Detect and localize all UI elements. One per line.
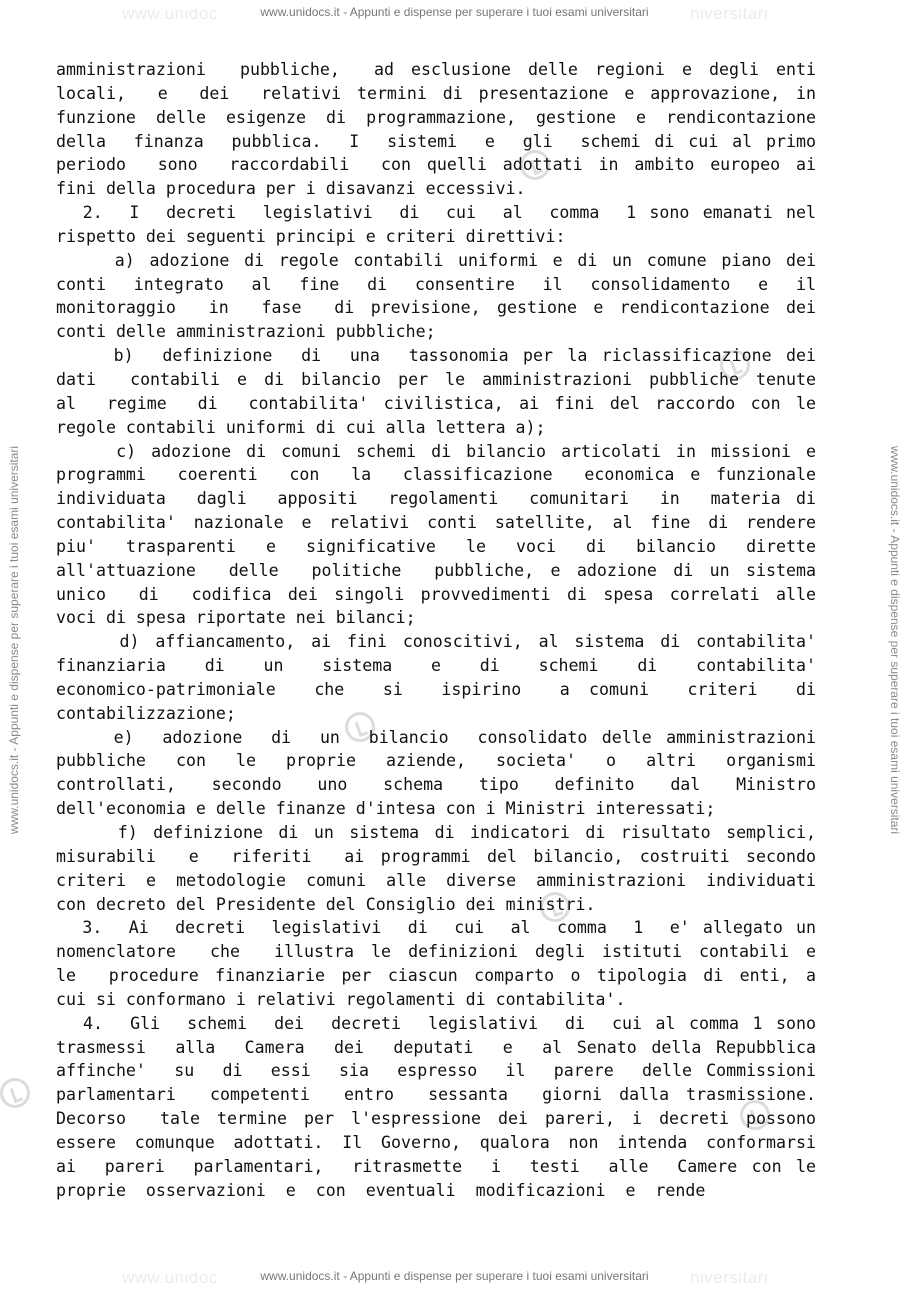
paragraph	[56, 440, 816, 631]
footer-ghost-left: www.unidoc	[122, 1268, 218, 1287]
text-line: periodo sono raccordabili con quelli adottati in ambito europeo ai	[56, 155, 816, 175]
paragraph	[56, 58, 816, 201]
text-line: criteri e metodologie comuni alle diverse amministrazioni individuati	[56, 870, 816, 890]
footer-link[interactable]: www.unidocs.it - Appunti e dispense per superare i tuoi esami universitari	[260, 1269, 649, 1283]
text-line: regole contabili uniformi di cui alla lettera a);	[56, 417, 546, 437]
text-line: al regime di contabilita' civilistica, ai fini del raccordo con le	[56, 393, 816, 413]
text-line: con decreto del Presidente del Consiglio dei ministri.	[56, 894, 596, 914]
text-line: nomenclatore che illustra le definizioni degli istituti contabili e	[56, 942, 816, 962]
text-line: amministrazioni pubbliche, ad esclusione delle regioni e degli enti	[56, 60, 816, 79]
text-line: pubbliche con le proprie aziende, societa' o altri organismi	[56, 751, 816, 771]
text-line: parlamentari competenti entro sessanta giorni dalla trasmissione.	[56, 1085, 816, 1105]
text-line: all'attuazione delle politiche pubbliche, e adozione di un sistema	[56, 560, 816, 580]
text-line: rispetto dei seguenti principi e criteri direttivi:	[56, 226, 566, 246]
left-side-watermark: www.unidocs.it - Appunti e dispense per superare i tuoi esami universitari	[7, 445, 21, 835]
text-line: Decorso tale termine per l'espressione dei pareri, i decreti possono	[56, 1109, 816, 1129]
text-line: contabilizzazione;	[56, 703, 236, 723]
header-ghost-right: niversitari	[690, 4, 769, 23]
text-line: misurabili e riferiti ai programmi del bilancio, costruiti secondo	[56, 846, 816, 866]
text-line: dell'economia e delle finanze d'intesa con i Ministri interessati;	[56, 799, 716, 819]
paragraph	[56, 201, 816, 249]
text-line: 4. Gli schemi dei decreti legislativi di cui al comma 1 sono	[56, 1013, 816, 1033]
right-side-watermark: www.unidocs.it - Appunti e dispense per superare i tuoi esami universitari	[888, 445, 902, 835]
document-body	[56, 58, 816, 1203]
text-line: proprie osservazioni e con eventuali modificazioni e rende	[56, 1180, 706, 1200]
footer-banner	[0, 1264, 909, 1292]
text-line: conti delle amministrazioni pubbliche;	[56, 322, 436, 342]
header-link[interactable]: www.unidocs.it - Appunti e dispense per superare i tuoi esami universitari	[260, 5, 649, 19]
text-line: cui si conformano i relativi regolamenti di contabilita'.	[56, 989, 626, 1009]
paragraph	[56, 821, 816, 916]
paragraph	[56, 726, 816, 821]
text-line: finanziaria di un sistema e di schemi di contabilita'	[56, 656, 816, 676]
header-banner	[0, 0, 909, 28]
text-line: b) definizione di una tassonomia per la riclassificazione dei	[56, 346, 816, 366]
text-line: locali, e dei relativi termini di presentazione e approvazione, in	[56, 83, 816, 103]
paragraph	[56, 916, 816, 1011]
text-line: funzione delle esigenze di programmazione, gestione e rendicontazione	[56, 107, 816, 127]
paragraph	[56, 344, 816, 439]
text-line: e) adozione di un bilancio consolidato delle amministrazioni	[56, 727, 816, 747]
footer-ghost-right: niversitari	[690, 1268, 769, 1287]
text-line: della finanza pubblica. I sistemi e gli schemi di cui al primo	[56, 131, 816, 151]
text-line: a) adozione di regole contabili uniformi e di un comune piano dei	[56, 250, 816, 270]
text-line: programmi coerenti con la classificazione economica e funzionale	[56, 465, 816, 485]
text-line: ai pareri parlamentari, ritrasmette i testi alle Camere con le	[56, 1156, 816, 1176]
text-line: 3. Ai decreti legislativi di cui al comma 1 e' allegato un	[56, 918, 816, 938]
text-line: 2. I decreti legislativi di cui al comma 1 sono emanati nel	[56, 203, 816, 223]
text-line: d) affiancamento, ai fini conoscitivi, al sistema di contabilita'	[56, 632, 816, 652]
text-line: economico-patrimoniale che si ispirino a comuni criteri di	[56, 679, 816, 699]
text-line: conti integrato al fine di consentire il consolidamento e il	[56, 274, 816, 294]
text-line: c) adozione di comuni schemi di bilancio articolati in missioni e	[56, 441, 816, 461]
watermark-logo-icon	[0, 1078, 30, 1108]
paragraph	[56, 249, 816, 344]
text-line: controllati, secondo uno schema tipo definito dal Ministro	[56, 775, 816, 795]
text-line: essere comunque adottati. Il Governo, qualora non intenda conformarsi	[56, 1132, 816, 1152]
text-line: piu' trasparenti e significative le voci di bilancio dirette	[56, 536, 816, 556]
text-line: dati contabili e di bilancio per le amministrazioni pubbliche tenute	[56, 369, 816, 389]
paragraph	[56, 630, 816, 725]
text-line: affinche' su di essi sia espresso il parere delle Commissioni	[56, 1061, 816, 1081]
text-line: fini della procedura per i disavanzi eccessivi.	[56, 179, 526, 199]
paragraph	[56, 1012, 816, 1203]
text-line: unico di codifica dei singoli provvedimenti di spesa correlati alle	[56, 584, 816, 604]
text-line: individuata dagli appositi regolamenti comunitari in materia di	[56, 489, 816, 509]
text-line: trasmessi alla Camera dei deputati e al Senato della Repubblica	[56, 1037, 816, 1057]
text-line: contabilita' nazionale e relativi conti satellite, al fine di rendere	[56, 513, 816, 533]
header-ghost-left: www.unidoc	[122, 4, 218, 23]
text-line: monitoraggio in fase di previsione, gestione e rendicontazione dei	[56, 298, 816, 318]
text-line: le procedure finanziarie per ciascun comparto o tipologia di enti, a	[56, 966, 816, 986]
text-line: f) definizione di un sistema di indicatori di risultato semplici,	[56, 823, 816, 842]
text-line: voci di spesa riportate nei bilanci;	[56, 608, 416, 628]
